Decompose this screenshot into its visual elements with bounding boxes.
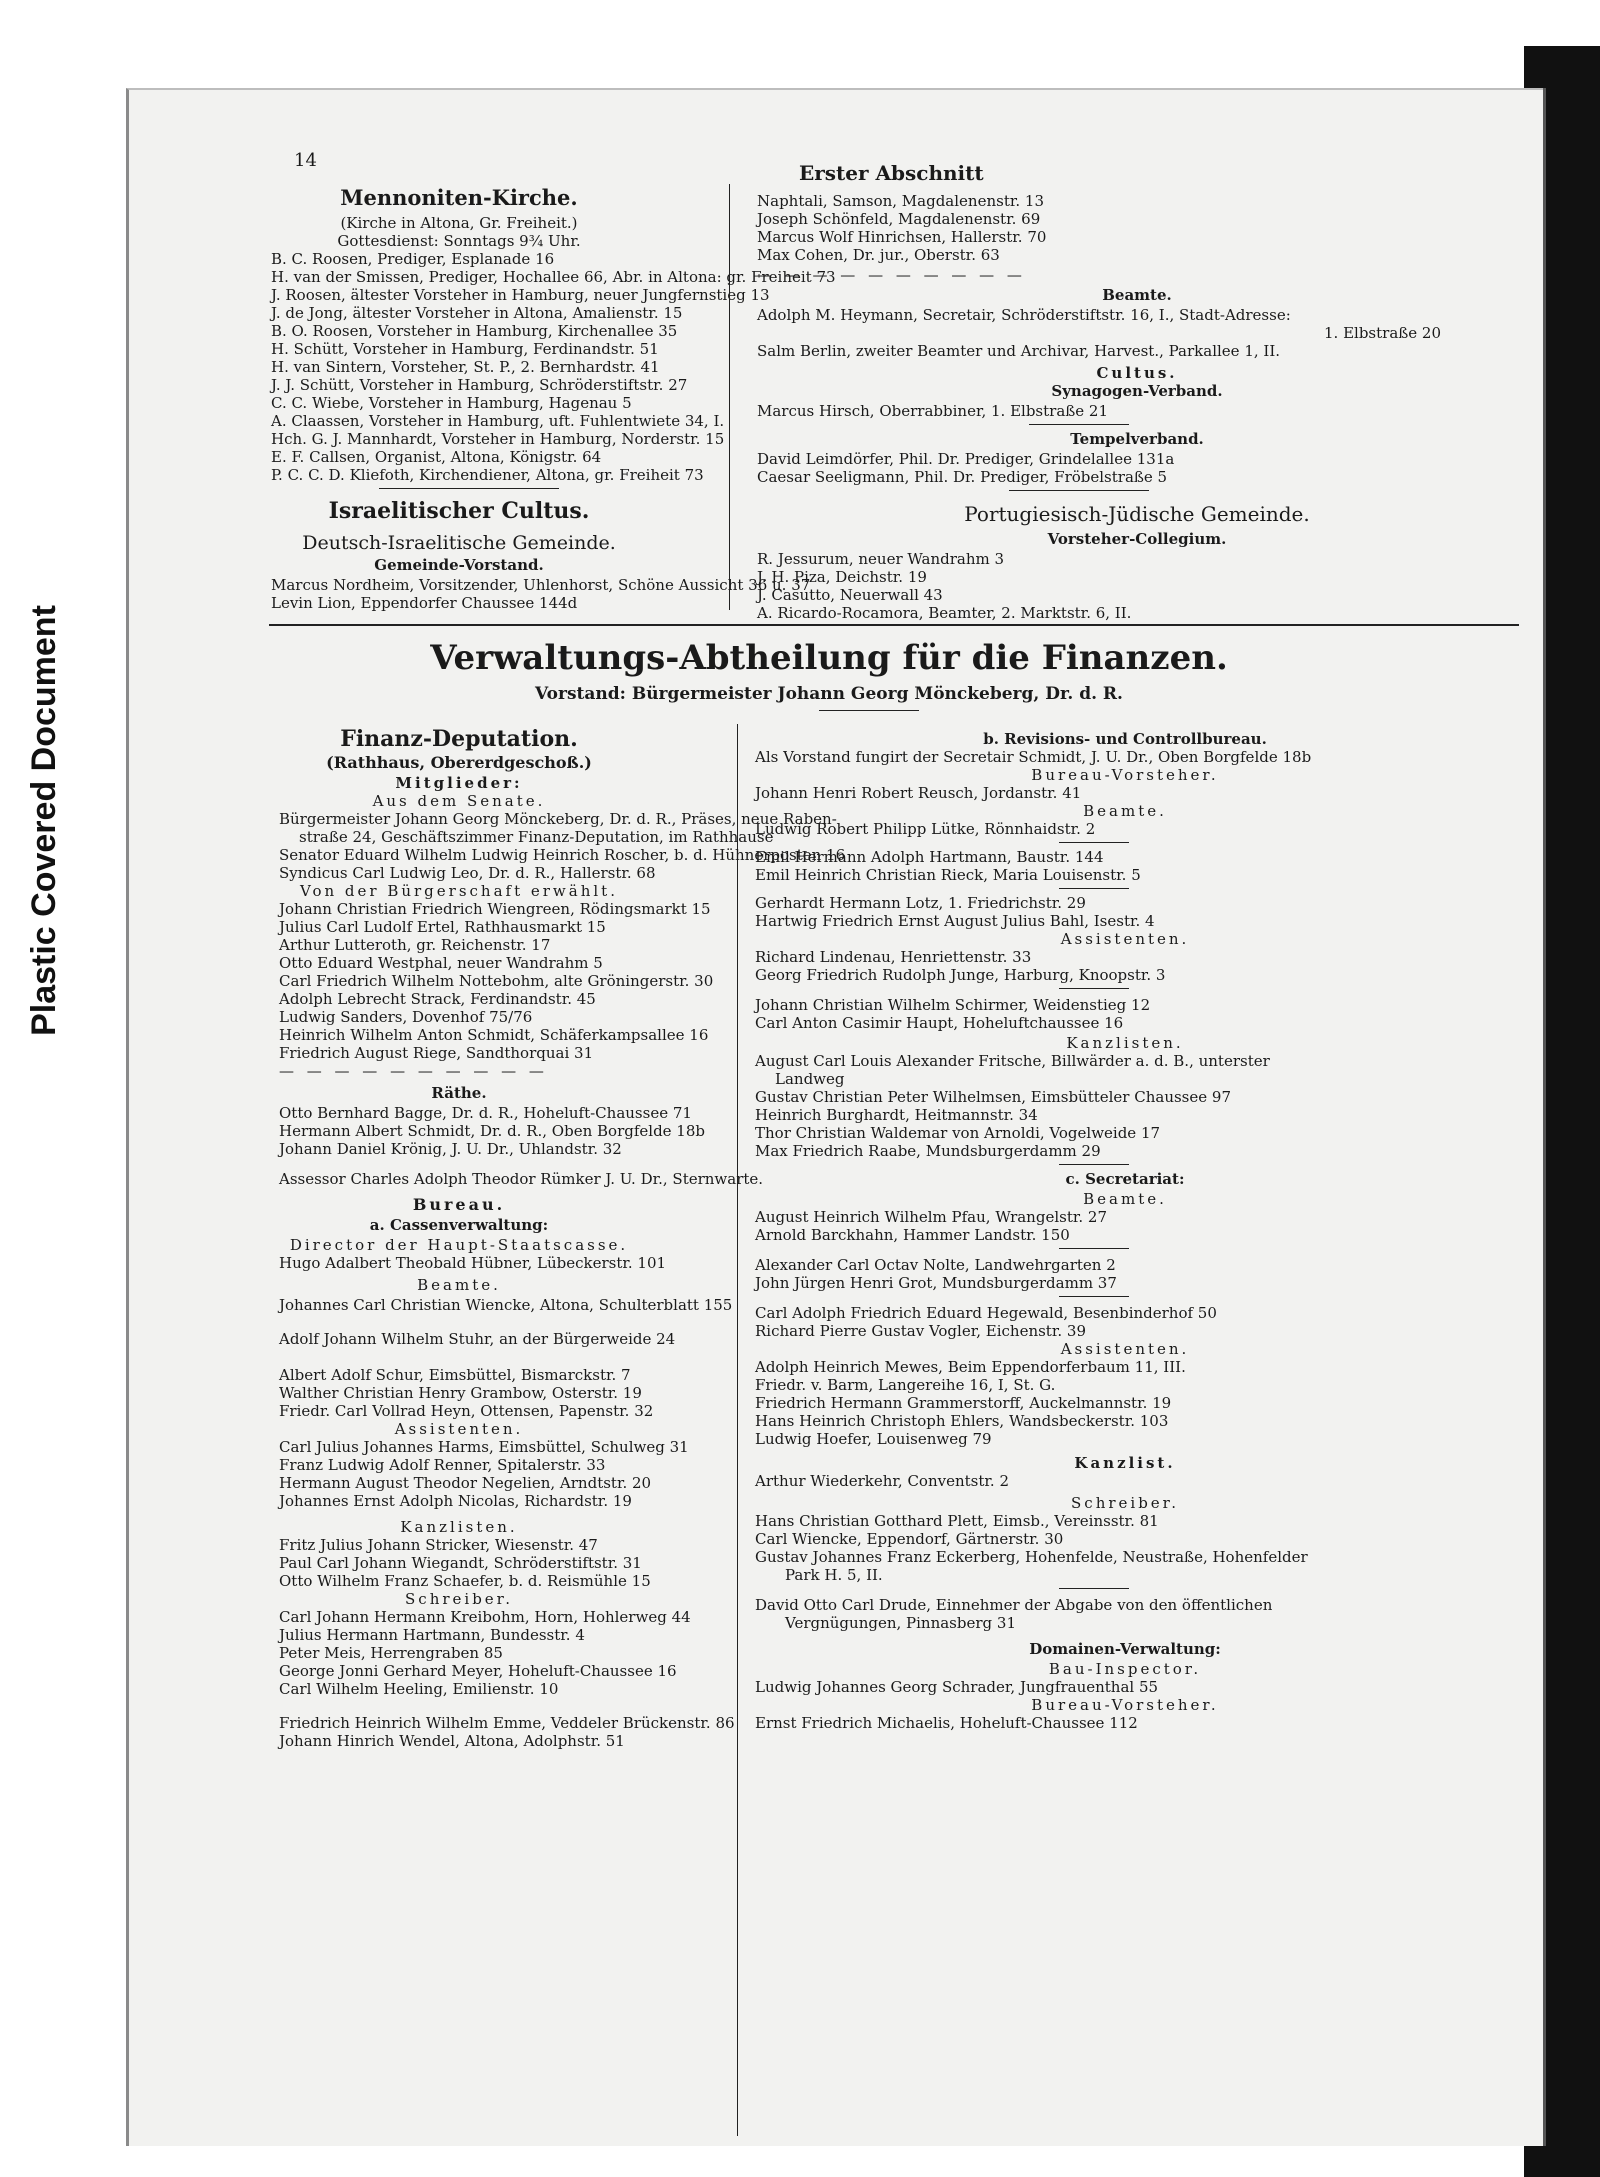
tempel-label: Tempelverband. xyxy=(1070,430,1204,448)
stuhr-line: Adolf Johann Wilhelm Stuhr, an der Bürgerweide 24 xyxy=(279,1330,676,1348)
cultus-label: Cultus. xyxy=(1096,364,1178,382)
beamte-line: Salm Berlin, zweiter Beamter und Archivar, Harvest., Parkallee 1, II. xyxy=(757,342,1281,360)
synagogen-label: Synagogen-Verband. xyxy=(1051,382,1223,400)
collegium-line: R. Jessurum, neuer Wandrahm 3 xyxy=(757,550,1005,568)
finanz-heading: Finanz-Deputation. xyxy=(340,726,578,752)
buerger-line: Adolph Lebrecht Strack, Ferdinandstr. 45 xyxy=(279,990,596,1008)
right-top-line: Joseph Schönfeld, Magdalenenstr. 69 xyxy=(757,210,1041,228)
right-schreiber-label: Schreiber. xyxy=(1071,1494,1179,1512)
divider xyxy=(1059,842,1129,843)
buerger-line: Ludwig Sanders, Dovenhof 75/76 xyxy=(279,1008,533,1026)
kanz-line: Paul Carl Johann Wiegandt, Schröderstiftstr. 31 xyxy=(279,1554,642,1572)
assist-line: Hermann August Theodor Negelien, Arndtstr. 20 xyxy=(279,1474,652,1492)
buergerschaft-label: Von der Bürgerschaft erwählt. xyxy=(300,882,618,900)
bureau-label: Bureau. xyxy=(412,1195,506,1214)
divider xyxy=(379,488,559,489)
mennoniten-sub2: Gottesdienst: Sonntags 9¾ Uhr. xyxy=(337,232,581,250)
divider xyxy=(1059,1164,1129,1165)
schreiber-line: Julius Hermann Hartmann, Bundesstr. 4 xyxy=(279,1626,585,1644)
divider xyxy=(1029,424,1129,425)
right-line: Carl Adolph Friedrich Eduard Hegewald, Besenbinderhof 50 xyxy=(755,1304,1217,1322)
left-line: Albert Adolf Schur, Eimsbüttel, Bismarckstr. 7 xyxy=(279,1366,631,1384)
right-assistenten-label: Assistenten. xyxy=(1060,930,1190,948)
aus-senate-label: Aus dem Senate. xyxy=(372,792,546,810)
right-line: August Heinrich Wilhelm Pfau, Wrangelstr. 27 xyxy=(755,1208,1107,1226)
mennoniten-heading: Mennoniten-Kirche. xyxy=(340,185,578,210)
drude-line: David Otto Carl Drude, Einnehmer der Abgabe von den öffentlichen xyxy=(755,1596,1273,1614)
raethe-line: Hermann Albert Schmidt, Dr. d. R., Oben Borgfelde 18b xyxy=(279,1122,705,1140)
schreiber-line: Carl Johann Hermann Kreibohm, Horn, Hohlerweg 44 xyxy=(279,1608,691,1626)
right-line: Emil Heinrich Christian Rieck, Maria Louisenstr. 5 xyxy=(755,866,1141,884)
assist-line: Franz Ludwig Adolf Renner, Spitalerstr. 33 xyxy=(279,1456,606,1474)
right-line: Carl Anton Casimir Haupt, Hoheluftchaussee 16 xyxy=(755,1014,1124,1032)
right-line: Hans Heinrich Christoph Ehlers, Wandsbeckerstr. 103 xyxy=(755,1412,1169,1430)
right-line: Thor Christian Waldemar von Arnoldi, Vogelweide 17 xyxy=(755,1124,1161,1142)
right-beamte2-label: Beamte. xyxy=(1083,1190,1167,1208)
als-vorstand-line: Als Vorstand fungirt der Secretair Schmidt, J. U. Dr., Oben Borgfelde 18b xyxy=(755,748,1312,766)
right-top-line: Marcus Wolf Hinrichsen, Hallerstr. 70 xyxy=(757,228,1047,246)
assist-line: Carl Julius Johannes Harms, Eimsbüttel, Schulweg 31 xyxy=(279,1438,689,1456)
director-line: Hugo Adalbert Theobald Hübner, Lübeckerstr. 101 xyxy=(279,1254,667,1272)
right-line: Arnold Barckhahn, Hammer Landstr. 150 xyxy=(755,1226,1070,1244)
drude-line: Vergnügungen, Pinnasberg 31 xyxy=(785,1614,1016,1632)
assistenten-label: Assistenten. xyxy=(394,1420,524,1438)
bureauvorsteher-label: Bureau-Vorsteher. xyxy=(1031,766,1219,784)
right-line: Gerhardt Hermann Lotz, 1. Friedrichstr. 29 xyxy=(755,894,1086,912)
finanz-subheading: (Rathhaus, Obererdgeschoß.) xyxy=(326,753,592,772)
mennoniten-line: H. van der Smissen, Prediger, Hochallee 66, Abr. in Altona: gr. Freiheit 73 xyxy=(271,268,836,286)
section-rule xyxy=(269,624,1519,626)
mennoniten-line: B. C. Roosen, Prediger, Esplanade 16 xyxy=(271,250,555,268)
dashed-line: — — — — — — — — — — xyxy=(279,1062,548,1080)
secretariat-label: c. Secretariat: xyxy=(1065,1170,1185,1188)
right-line: Richard Pierre Gustav Vogler, Eichenstr. 39 xyxy=(755,1322,1086,1340)
mennoniten-line: H. van Sintern, Vorsteher, St. P., 2. Bernhardstr. 41 xyxy=(271,358,660,376)
senate-line: Syndicus Carl Ludwig Leo, Dr. d. R., Hallerstr. 68 xyxy=(279,864,656,882)
mennoniten-line: J. Roosen, ältester Vorsteher in Hamburg, neuer Jungfernstieg 13 xyxy=(271,286,770,304)
left-beamte-label: Beamte. xyxy=(417,1276,501,1294)
domainen-label: Domainen-Verwaltung: xyxy=(1029,1640,1221,1658)
senate-line: straße 24, Geschäftszimmer Finanz-Deputation, im Rathhause xyxy=(299,828,774,846)
mitglieder-label: Mitglieder: xyxy=(395,774,523,792)
right-line: Carl Wiencke, Eppendorf, Gärtnerstr. 30 xyxy=(755,1530,1064,1548)
right-line: Gustav Johannes Franz Eckerberg, Hohenfelde, Neustraße, Hohenfelder xyxy=(755,1548,1308,1566)
buerger-line: Carl Friedrich Wilhelm Nottebohm, alte Gröningerstr. 30 xyxy=(279,972,714,990)
divider xyxy=(1059,988,1129,989)
mennoniten-line: E. F. Callsen, Organist, Altona, Königstr. 64 xyxy=(271,448,602,466)
beamte-line: Johannes Carl Christian Wiencke, Altona, Schulterblatt 155 xyxy=(279,1296,733,1314)
israel-heading: Israelitischer Cultus. xyxy=(328,498,590,524)
right-line: Richard Lindenau, Henriettenstr. 33 xyxy=(755,948,1032,966)
raethe-line: Johann Daniel Krönig, J. U. Dr., Uhlandstr. 32 xyxy=(279,1140,622,1158)
synagogen-line: Marcus Hirsch, Oberrabbiner, 1. Elbstraße 21 xyxy=(757,402,1109,420)
main-subtitle: Vorstand: Bürgermeister Johann Georg Mönckeberg, Dr. d. R. xyxy=(535,684,1123,704)
dashed-line: — — — — — — — — — — xyxy=(757,266,1026,284)
right-line: Gustav Christian Peter Wilhelmsen, Eimsbütteler Chaussee 97 xyxy=(755,1088,1231,1106)
buerger-line: Julius Carl Ludolf Ertel, Rathhausmarkt 15 xyxy=(279,918,606,936)
left-line: Walther Christian Henry Grambow, Osterstr. 19 xyxy=(279,1384,642,1402)
left-line: Friedr. Carl Vollrad Heyn, Ottensen, Papenstr. 32 xyxy=(279,1402,654,1420)
portugiesisch-heading: Portugiesisch-Jüdische Gemeinde. xyxy=(964,502,1310,526)
mennoniten-line: B. O. Roosen, Vorsteher in Hamburg, Kirchenallee 35 xyxy=(271,322,678,340)
running-head: Erster Abschnitt xyxy=(799,161,984,185)
kanz-line: Fritz Julius Johann Stricker, Wiesenstr. 47 xyxy=(279,1536,598,1554)
tempel-line: Caesar Seeligmann, Phil. Dr. Prediger, Fröbelstraße 5 xyxy=(757,468,1168,486)
schreiber-line: Carl Wilhelm Heeling, Emilienstr. 10 xyxy=(279,1680,559,1698)
kanz-line: Otto Wilhelm Franz Schaefer, b. d. Reismühle 15 xyxy=(279,1572,651,1590)
beamte-label: Beamte. xyxy=(1102,286,1172,304)
page-number: 14 xyxy=(294,150,317,171)
beamte-line: 1. Elbstraße 20 xyxy=(1324,324,1442,342)
right-beamte-line: Ludwig Robert Philipp Lütke, Rönnhaidstr. 2 xyxy=(755,820,1096,838)
divider xyxy=(819,710,919,711)
collegium-line: A. Ricardo-Rocamora, Beamter, 2. Marktstr. 6, II. xyxy=(757,604,1132,622)
collegium-line: J. H. Piza, Deichstr. 19 xyxy=(757,568,927,586)
schreiber-line: George Jonni Gerhard Meyer, Hoheluft-Chaussee 16 xyxy=(279,1662,677,1680)
mennoniten-line: Hch. G. J. Mannhardt, Vorsteher in Hamburg, Norderstr. 15 xyxy=(271,430,725,448)
right-kanzlisten-label: Kanzlisten. xyxy=(1066,1034,1184,1052)
divider xyxy=(1059,1296,1129,1297)
tempel-line: David Leimdörfer, Phil. Dr. Prediger, Grindelallee 131a xyxy=(757,450,1175,468)
mennoniten-line: A. Claassen, Vorsteher in Hamburg, uft. Fuhlentwiete 34, I. xyxy=(271,412,725,430)
right-line: Hans Christian Gotthard Plett, Eimsb., Vereinsstr. 81 xyxy=(755,1512,1159,1530)
right-line: Emil Hermann Adolph Hartmann, Baustr. 144 xyxy=(755,848,1104,866)
right-line: Park H. 5, II. xyxy=(785,1566,883,1584)
mennoniten-line: C. C. Wiebe, Vorsteher in Hamburg, Hagenau 5 xyxy=(271,394,632,412)
left-last-line: Friedrich Heinrich Wilhelm Emme, Veddeler Brückenstr. 86 xyxy=(279,1714,735,1732)
kanzlist-line: Arthur Wiederkehr, Conventstr. 2 xyxy=(755,1472,1009,1490)
israel-line: Marcus Nordheim, Vorsitzender, Uhlenhorst, Schöne Aussicht 36 u. 37 xyxy=(271,576,811,594)
right-line: Hartwig Friedrich Ernst August Julius Bahl, Isestr. 4 xyxy=(755,912,1155,930)
right-top-line: Max Cohen, Dr. jur., Oberstr. 63 xyxy=(757,246,1000,264)
buerger-line: Friedrich August Riege, Sandthorquai 31 xyxy=(279,1044,594,1062)
divider xyxy=(1009,490,1149,491)
right-line: Adolph Heinrich Mewes, Beim Eppendorferbaum 11, III. xyxy=(755,1358,1186,1376)
collegium-line: J. Casutto, Neuerwall 43 xyxy=(757,586,943,604)
schreiber-label: Schreiber. xyxy=(405,1590,513,1608)
right-top-line: Naphtali, Samson, Magdalenenstr. 13 xyxy=(757,192,1044,210)
beamte-line: Adolph M. Heymann, Secretair, Schröderstiftstr. 16, I., Stadt-Adresse: xyxy=(757,306,1291,324)
right-line: Heinrich Burghardt, Heitmannstr. 34 xyxy=(755,1106,1038,1124)
israel-subheading: Deutsch-Israelitische Gemeinde. xyxy=(302,532,616,554)
vorsteher-collegium-label: Vorsteher-Collegium. xyxy=(1047,530,1227,548)
right-line: Ludwig Hoefer, Louisenweg 79 xyxy=(755,1430,992,1448)
buerger-line: Johann Christian Friedrich Wiengreen, Rödingsmarkt 15 xyxy=(279,900,711,918)
document-page xyxy=(126,88,1543,2146)
senate-line: Bürgermeister Johann Georg Mönckeberg, Dr. d. R., Präses, neue Raben- xyxy=(279,810,837,828)
divider xyxy=(1059,888,1129,889)
mennoniten-line: J. J. Schütt, Vorsteher in Hamburg, Schröderstiftstr. 27 xyxy=(271,376,688,394)
bv2-line: Ernst Friedrich Michaelis, Hoheluft-Chaussee 112 xyxy=(755,1714,1138,1732)
side-label xyxy=(22,560,66,1080)
raethe-label: Räthe. xyxy=(431,1084,487,1102)
schreiber-line: Peter Meis, Herrengraben 85 xyxy=(279,1644,503,1662)
buerger-line: Heinrich Wilhelm Anton Schmidt, Schäferkampsallee 16 xyxy=(279,1026,709,1044)
right-line: Friedrich Hermann Grammerstorff, Auckelmannstr. 19 xyxy=(755,1394,1172,1412)
divider xyxy=(1059,1248,1129,1249)
right-beamte-label: Beamte. xyxy=(1083,802,1167,820)
column-divider xyxy=(737,724,738,2136)
side-label-text: Plastic Covered Document xyxy=(24,604,63,1036)
mennoniten-line: P. C. C. D. Kliefoth, Kirchendiener, Altona, gr. Freiheit 73 xyxy=(271,466,704,484)
right-line: Alexander Carl Octav Nolte, Landwehrgarten 2 xyxy=(755,1256,1116,1274)
right-line: Georg Friedrich Rudolph Junge, Harburg, Knoopstr. 3 xyxy=(755,966,1166,984)
senate-line: Senator Eduard Wilhelm Ludwig Heinrich Roscher, b. d. Hühnerposten 16 xyxy=(279,846,846,864)
right-line: August Carl Louis Alexander Fritsche, Billwärder a. d. B., unterster xyxy=(755,1052,1270,1070)
divider xyxy=(1059,1588,1129,1589)
bau-line: Ludwig Johannes Georg Schrader, Jungfrauenthal 55 xyxy=(755,1678,1159,1696)
bureau-vorsteher-label: Bureau-Vorsteher. xyxy=(1031,1696,1219,1714)
right-assistenten2-label: Assistenten. xyxy=(1060,1340,1190,1358)
bauinspector-label: Bau-Inspector. xyxy=(1048,1660,1202,1678)
right-line: Friedr. v. Barm, Langereihe 16, I, St. G. xyxy=(755,1376,1056,1394)
cassen-label: a. Cassenverwaltung: xyxy=(369,1216,549,1234)
main-title: Verwaltungs-Abtheilung für die Finanzen. xyxy=(430,638,1228,678)
assist-line: Johannes Ernst Adolph Nicolas, Richardstr. 19 xyxy=(279,1492,632,1510)
bv-line: Johann Henri Robert Reusch, Jordanstr. 41 xyxy=(755,784,1082,802)
kanzlisten-label: Kanzlisten. xyxy=(400,1518,518,1536)
assessor-line: Assessor Charles Adolph Theodor Rümker J. U. Dr., Sternwarte. xyxy=(279,1170,764,1188)
right-line: Johann Christian Wilhelm Schirmer, Weidenstieg 12 xyxy=(755,996,1151,1014)
right-line: John Jürgen Henri Grot, Mundsburgerdamm 37 xyxy=(755,1274,1117,1292)
revisions-label: b. Revisions- und Controllbureau. xyxy=(983,730,1267,748)
mennoniten-line: H. Schütt, Vorsteher in Hamburg, Ferdinandstr. 51 xyxy=(271,340,659,358)
right-line: Landweg xyxy=(775,1070,845,1088)
raethe-line: Otto Bernhard Bagge, Dr. d. R., Hoheluft-Chaussee 71 xyxy=(279,1104,692,1122)
right-line: Max Friedrich Raabe, Mundsburgerdamm 29 xyxy=(755,1142,1101,1160)
buerger-line: Arthur Lutteroth, gr. Reichenstr. 17 xyxy=(279,936,551,954)
director-label: Director der Haupt-Staatscasse. xyxy=(289,1236,629,1254)
kanzlist-label: Kanzlist. xyxy=(1074,1454,1176,1472)
israel-line: Levin Lion, Eppendorfer Chaussee 144d xyxy=(271,594,578,612)
buerger-line: Otto Eduard Westphal, neuer Wandrahm 5 xyxy=(279,954,603,972)
mennoniten-sub1: (Kirche in Altona, Gr. Freiheit.) xyxy=(340,214,578,232)
left-last-line: Johann Hinrich Wendel, Altona, Adolphstr. 51 xyxy=(279,1732,625,1750)
column-divider xyxy=(729,184,730,610)
israel-sub2: Gemeinde-Vorstand. xyxy=(374,556,544,574)
mennoniten-line: J. de Jong, ältester Vorsteher in Altona, Amalienstr. 15 xyxy=(271,304,683,322)
